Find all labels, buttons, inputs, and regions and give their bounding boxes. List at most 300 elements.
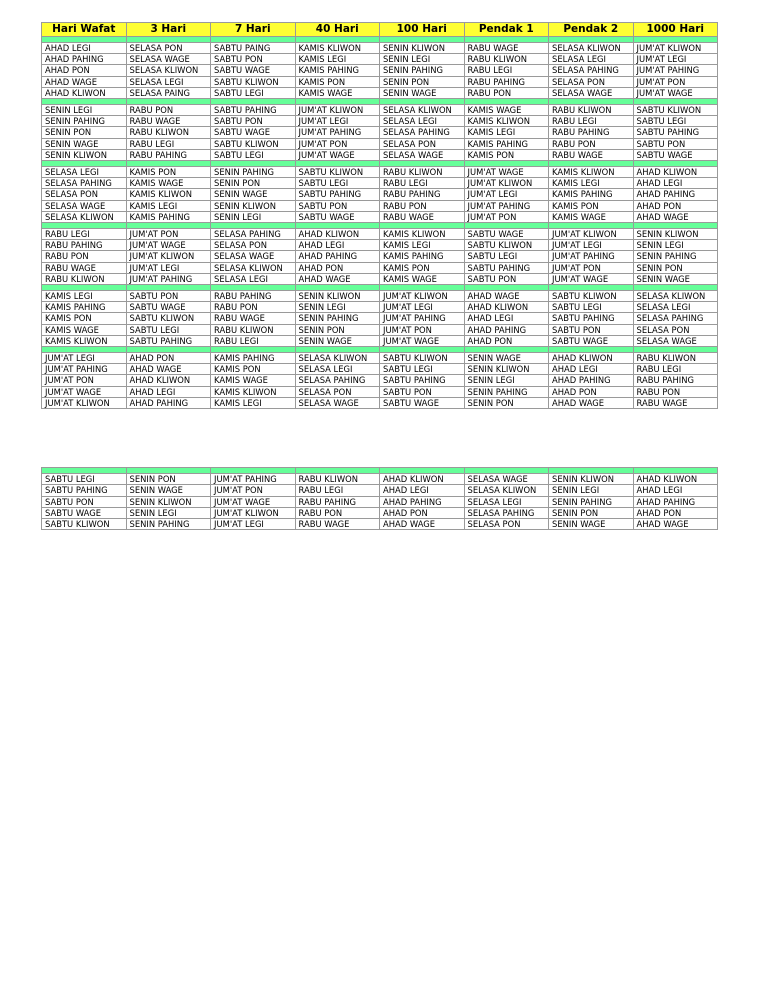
- table-cell[interactable]: AHAD PAHING: [464, 324, 549, 335]
- table-cell[interactable]: RABU PON: [633, 386, 718, 397]
- table-cell[interactable]: AHAD WAGE: [464, 291, 549, 302]
- table-cell[interactable]: SABTU PON: [42, 496, 127, 507]
- table-cell[interactable]: KAMIS WAGE: [464, 105, 549, 116]
- table-cell[interactable]: SENIN PON: [549, 507, 634, 518]
- table-cell[interactable]: KAMIS LEGI: [211, 397, 296, 408]
- table-cell[interactable]: SABTU KLIWON: [295, 167, 380, 178]
- table-cell[interactable]: SENIN PON: [633, 262, 718, 273]
- table-cell[interactable]: JUM'AT PON: [42, 375, 127, 386]
- table-cell[interactable]: KAMIS PON: [295, 76, 380, 87]
- table-cell[interactable]: KAMIS PON: [126, 167, 211, 178]
- table-cell[interactable]: KAMIS PAHING: [380, 251, 465, 262]
- table-cell[interactable]: SABTU WAGE: [295, 211, 380, 222]
- table-cell[interactable]: JUM'AT WAGE: [211, 496, 296, 507]
- table-cell[interactable]: SABTU PAHING: [211, 105, 296, 116]
- table-cell[interactable]: RABU WAGE: [211, 313, 296, 324]
- table-cell[interactable]: KAMIS WAGE: [211, 375, 296, 386]
- table-cell[interactable]: SELASA WAGE: [126, 54, 211, 65]
- table-cell[interactable]: SABTU PON: [295, 200, 380, 211]
- table-cell[interactable]: SENIN LEGI: [42, 105, 127, 116]
- table-cell[interactable]: SELASA PAHING: [380, 127, 465, 138]
- table-cell[interactable]: SELASA PAING: [126, 87, 211, 98]
- table-cell[interactable]: KAMIS WAGE: [380, 273, 465, 284]
- table-cell[interactable]: SELASA KLIWON: [295, 353, 380, 364]
- table-cell[interactable]: SELASA KLIWON: [464, 485, 549, 496]
- table-cell[interactable]: SELASA WAGE: [549, 87, 634, 98]
- table-cell[interactable]: SENIN LEGI: [380, 54, 465, 65]
- table-cell[interactable]: AHAD LEGI: [633, 178, 718, 189]
- table-cell[interactable]: AHAD LEGI: [549, 364, 634, 375]
- table-cell[interactable]: RABU LEGI: [42, 229, 127, 240]
- table-cell[interactable]: SABTU WAGE: [464, 229, 549, 240]
- table-cell[interactable]: SABTU PON: [380, 386, 465, 397]
- table-cell[interactable]: SELASA PAHING: [549, 65, 634, 76]
- table-cell[interactable]: SELASA PON: [42, 189, 127, 200]
- table-cell[interactable]: SELASA PON: [295, 386, 380, 397]
- table-cell[interactable]: SENIN PAHING: [42, 116, 127, 127]
- table-cell[interactable]: SENIN KLIWON: [633, 229, 718, 240]
- table-cell[interactable]: JUM'AT PON: [211, 485, 296, 496]
- table-cell[interactable]: RABU LEGI: [464, 65, 549, 76]
- table-cell[interactable]: SENIN PON: [464, 397, 549, 408]
- table-cell[interactable]: RABU PON: [464, 87, 549, 98]
- table-cell[interactable]: SENIN PON: [42, 127, 127, 138]
- table-cell[interactable]: KAMIS PAHING: [295, 65, 380, 76]
- table-cell[interactable]: SABTU PAHING: [295, 189, 380, 200]
- table-cell[interactable]: SENIN PON: [380, 76, 465, 87]
- header-cell[interactable]: 1000 Hari: [633, 23, 718, 37]
- table-row: [42, 353, 718, 364]
- table-cell[interactable]: RABU KLIWON: [549, 105, 634, 116]
- table-cell[interactable]: KAMIS KLIWON: [126, 189, 211, 200]
- table-cell[interactable]: KAMIS PON: [42, 313, 127, 324]
- table-cell[interactable]: SELASA KLIWON: [633, 291, 718, 302]
- table-cell[interactable]: JUM'AT KLIWON: [380, 291, 465, 302]
- table-cell[interactable]: KAMIS WAGE: [126, 178, 211, 189]
- table-cell[interactable]: KAMIS KLIWON: [42, 335, 127, 346]
- table-cell[interactable]: SABTU KLIWON: [211, 76, 296, 87]
- table-cell[interactable]: SENIN PAHING: [295, 313, 380, 324]
- table-cell[interactable]: SENIN PON: [126, 474, 211, 485]
- table-cell[interactable]: SABTU KLIWON: [380, 353, 465, 364]
- table-cell[interactable]: SABTU WAGE: [633, 149, 718, 160]
- table-cell[interactable]: JUM'AT LEGI: [42, 353, 127, 364]
- table-cell[interactable]: SABTU LEGI: [549, 302, 634, 313]
- table-cell[interactable]: KAMIS PAHING: [126, 211, 211, 222]
- table-cell[interactable]: SABTU KLIWON: [126, 313, 211, 324]
- table-cell[interactable]: SENIN PAHING: [464, 386, 549, 397]
- table-cell[interactable]: RABU PON: [211, 302, 296, 313]
- table-row: [42, 251, 718, 262]
- table-cell[interactable]: KAMIS LEGI: [42, 291, 127, 302]
- table-cell[interactable]: JUM'AT LEGI: [126, 262, 211, 273]
- table-cell[interactable]: SELASA PON: [633, 324, 718, 335]
- spreadsheet: [41, 22, 717, 530]
- table-cell[interactable]: JUM'AT WAGE: [380, 335, 465, 346]
- table-cell[interactable]: AHAD PAHING: [295, 251, 380, 262]
- table-cell[interactable]: AHAD LEGI: [42, 43, 127, 54]
- table-cell[interactable]: RABU KLIWON: [126, 127, 211, 138]
- table-cell[interactable]: AHAD KLIWON: [464, 302, 549, 313]
- table-cell[interactable]: JUM'AT WAGE: [633, 87, 718, 98]
- table-cell[interactable]: SABTU WAGE: [549, 335, 634, 346]
- table-cell[interactable]: KAMIS PON: [380, 262, 465, 273]
- table-cell[interactable]: RABU KLIWON: [380, 167, 465, 178]
- table-cell[interactable]: SENIN KLIWON: [126, 496, 211, 507]
- table-cell[interactable]: KAMIS KLIWON: [211, 386, 296, 397]
- table-cell[interactable]: KAMIS KLIWON: [549, 167, 634, 178]
- table-cell[interactable]: JUM'AT WAGE: [42, 386, 127, 397]
- table-cell[interactable]: SABTU LEGI: [464, 251, 549, 262]
- blank-area: [41, 409, 717, 467]
- table-cell[interactable]: KAMIS LEGI: [126, 200, 211, 211]
- table-cell[interactable]: RABU PAHING: [42, 240, 127, 251]
- table-cell[interactable]: SELASA WAGE: [633, 335, 718, 346]
- table-cell[interactable]: JUM'AT WAGE: [295, 149, 380, 160]
- table-cell[interactable]: SABTU PON: [211, 116, 296, 127]
- table-cell[interactable]: AHAD PAHING: [380, 496, 465, 507]
- table-cell[interactable]: SELASA LEGI: [633, 302, 718, 313]
- table-cell[interactable]: KAMIS PON: [549, 200, 634, 211]
- table-cell[interactable]: JUM'AT LEGI: [633, 54, 718, 65]
- table-cell[interactable]: SENIN KLIWON: [464, 364, 549, 375]
- table-cell[interactable]: JUM'AT LEGI: [211, 518, 296, 529]
- table-cell[interactable]: AHAD PAHING: [633, 189, 718, 200]
- table-cell[interactable]: SENIN LEGI: [464, 375, 549, 386]
- table-cell[interactable]: AHAD KLIWON: [42, 87, 127, 98]
- table-cell[interactable]: SELASA PON: [126, 43, 211, 54]
- table-cell[interactable]: AHAD PON: [549, 386, 634, 397]
- table-cell[interactable]: SELASA PON: [380, 138, 465, 149]
- table-cell[interactable]: KAMIS PON: [211, 364, 296, 375]
- table-cell[interactable]: SABTU LEGI: [295, 178, 380, 189]
- table-cell[interactable]: SENIN LEGI: [211, 211, 296, 222]
- table-cell[interactable]: JUM'AT PAHING: [295, 127, 380, 138]
- table-cell[interactable]: RABU LEGI: [633, 364, 718, 375]
- table-cell[interactable]: JUM'AT PON: [549, 262, 634, 273]
- table-cell[interactable]: RABU LEGI: [295, 485, 380, 496]
- table-cell[interactable]: SABTU PAHING: [464, 262, 549, 273]
- table-cell[interactable]: JUM'AT PAHING: [549, 251, 634, 262]
- table-cell[interactable]: AHAD PON: [380, 507, 465, 518]
- table-cell[interactable]: SENIN WAGE: [126, 485, 211, 496]
- table-cell[interactable]: SABTU PAHING: [549, 313, 634, 324]
- table-cell[interactable]: AHAD KLIWON: [126, 375, 211, 386]
- table-row: [42, 65, 718, 76]
- table-cell[interactable]: JUM'AT WAGE: [126, 240, 211, 251]
- table-cell[interactable]: SABTU PON: [126, 291, 211, 302]
- table-cell[interactable]: AHAD PAHING: [633, 496, 718, 507]
- table-cell[interactable]: KAMIS LEGI: [464, 127, 549, 138]
- table-cell[interactable]: SENIN PAHING: [549, 496, 634, 507]
- table-cell[interactable]: SABTU KLIWON: [464, 240, 549, 251]
- table-cell[interactable]: AHAD WAGE: [549, 397, 634, 408]
- header-cell[interactable]: 3 Hari: [126, 23, 211, 37]
- table-cell[interactable]: SABTU PAING: [211, 43, 296, 54]
- table-cell[interactable]: AHAD WAGE: [633, 518, 718, 529]
- table-cell[interactable]: SENIN LEGI: [295, 302, 380, 313]
- table-cell[interactable]: SENIN PAHING: [126, 518, 211, 529]
- table-cell[interactable]: SELASA PON: [211, 240, 296, 251]
- table-cell[interactable]: JUM'AT PAHING: [126, 273, 211, 284]
- table-cell[interactable]: SENIN LEGI: [549, 485, 634, 496]
- table-cell[interactable]: AHAD PAHING: [126, 397, 211, 408]
- table-cell[interactable]: SELASA PAHING: [295, 375, 380, 386]
- header-cell[interactable]: 40 Hari: [295, 23, 380, 37]
- table-cell[interactable]: SABTU WAGE: [380, 397, 465, 408]
- table-cell[interactable]: SELASA LEGI: [549, 54, 634, 65]
- table-cell[interactable]: RABU WAGE: [126, 116, 211, 127]
- table-cell[interactable]: KAMIS LEGI: [380, 240, 465, 251]
- table-cell[interactable]: SENIN WAGE: [295, 335, 380, 346]
- table-cell[interactable]: SABTU LEGI: [42, 474, 127, 485]
- table-cell[interactable]: RABU PAHING: [295, 496, 380, 507]
- table-row: [42, 262, 718, 273]
- table-cell[interactable]: AHAD WAGE: [380, 518, 465, 529]
- table-cell[interactable]: JUM'AT KLIWON: [464, 178, 549, 189]
- table-cell[interactable]: JUM'AT PON: [380, 324, 465, 335]
- table-cell[interactable]: RABU LEGI: [549, 116, 634, 127]
- table-cell[interactable]: SELASA PAHING: [42, 178, 127, 189]
- table-cell[interactable]: KAMIS PON: [464, 149, 549, 160]
- table-cell[interactable]: AHAD LEGI: [464, 313, 549, 324]
- table-cell[interactable]: SENIN PON: [295, 324, 380, 335]
- table-cell[interactable]: RABU KLIWON: [464, 54, 549, 65]
- table-row: [42, 291, 718, 302]
- table-cell[interactable]: RABU LEGI: [211, 335, 296, 346]
- table-cell[interactable]: JUM'AT KLIWON: [633, 43, 718, 54]
- table-cell[interactable]: RABU PAHING: [549, 127, 634, 138]
- table-cell[interactable]: RABU WAGE: [464, 43, 549, 54]
- table-cell[interactable]: SABTU KLIWON: [42, 518, 127, 529]
- table-cell[interactable]: KAMIS KLIWON: [464, 116, 549, 127]
- table-cell[interactable]: SABTU PAHING: [126, 335, 211, 346]
- table-cell[interactable]: AHAD KLIWON: [295, 229, 380, 240]
- table-cell[interactable]: AHAD PON: [42, 65, 127, 76]
- table-cell[interactable]: AHAD PAHING: [42, 54, 127, 65]
- table-cell[interactable]: SABTU LEGI: [633, 116, 718, 127]
- table-cell[interactable]: RABU PAHING: [126, 149, 211, 160]
- table-cell[interactable]: AHAD KLIWON: [549, 353, 634, 364]
- table-cell[interactable]: KAMIS KLIWON: [295, 43, 380, 54]
- table-cell[interactable]: RABU WAGE: [42, 262, 127, 273]
- table-cell[interactable]: AHAD PON: [633, 507, 718, 518]
- table-cell[interactable]: SELASA KLIWON: [42, 211, 127, 222]
- table-cell[interactable]: KAMIS WAGE: [295, 87, 380, 98]
- table-cell[interactable]: SENIN KLIWON: [211, 200, 296, 211]
- table-cell[interactable]: SELASA KLIWON: [380, 105, 465, 116]
- table-cell[interactable]: JUM'AT KLIWON: [211, 507, 296, 518]
- table-cell[interactable]: JUM'AT LEGI: [380, 302, 465, 313]
- table-cell[interactable]: JUM'AT PON: [464, 211, 549, 222]
- table-cell[interactable]: JUM'AT KLIWON: [42, 397, 127, 408]
- table-cell[interactable]: RABU PAHING: [464, 76, 549, 87]
- table-cell[interactable]: KAMIS WAGE: [42, 324, 127, 335]
- table-cell[interactable]: SELASA PAHING: [633, 313, 718, 324]
- table-cell[interactable]: JUM'AT PAHING: [464, 200, 549, 211]
- header-cell[interactable]: Hari Wafat: [42, 23, 127, 37]
- table-cell[interactable]: SENIN WAGE: [211, 189, 296, 200]
- table-row: [42, 313, 718, 324]
- table-cell[interactable]: SABTU WAGE: [126, 302, 211, 313]
- table-cell[interactable]: JUM'AT KLIWON: [549, 229, 634, 240]
- table-cell[interactable]: SENIN WAGE: [42, 138, 127, 149]
- table-cell[interactable]: RABU KLIWON: [295, 474, 380, 485]
- table-cell[interactable]: AHAD PON: [633, 200, 718, 211]
- table-cell[interactable]: RABU WAGE: [380, 211, 465, 222]
- table-cell[interactable]: JUM'AT LEGI: [549, 240, 634, 251]
- table-cell[interactable]: SELASA LEGI: [42, 167, 127, 178]
- header-cell[interactable]: 100 Hari: [380, 23, 465, 37]
- table-cell[interactable]: SABTU WAGE: [42, 507, 127, 518]
- table-cell[interactable]: SABTU PAHING: [633, 127, 718, 138]
- table-cell[interactable]: SENIN LEGI: [633, 240, 718, 251]
- table-cell[interactable]: JUM'AT PAHING: [633, 65, 718, 76]
- table-cell[interactable]: SABTU PAHING: [380, 375, 465, 386]
- table-cell[interactable]: AHAD WAGE: [42, 76, 127, 87]
- table-cell[interactable]: AHAD PON: [295, 262, 380, 273]
- table-cell[interactable]: SABTU KLIWON: [211, 138, 296, 149]
- table-cell[interactable]: KAMIS PAHING: [549, 189, 634, 200]
- table-cell[interactable]: AHAD LEGI: [380, 485, 465, 496]
- table-cell[interactable]: SENIN WAGE: [464, 353, 549, 364]
- table-cell[interactable]: AHAD LEGI: [126, 386, 211, 397]
- table-cell[interactable]: RABU WAGE: [549, 149, 634, 160]
- table-cell[interactable]: JUM'AT LEGI: [464, 189, 549, 200]
- table-cell[interactable]: RABU KLIWON: [633, 353, 718, 364]
- table-cell[interactable]: JUM'AT PAHING: [42, 364, 127, 375]
- table-cell[interactable]: SENIN WAGE: [380, 87, 465, 98]
- table-cell[interactable]: SABTU LEGI: [211, 149, 296, 160]
- table-cell[interactable]: JUM'AT PON: [633, 76, 718, 87]
- table-cell[interactable]: JUM'AT WAGE: [464, 167, 549, 178]
- table-cell[interactable]: RABU LEGI: [380, 178, 465, 189]
- table-cell[interactable]: SELASA KLIWON: [211, 262, 296, 273]
- table-cell[interactable]: JUM'AT PON: [295, 138, 380, 149]
- table-cell[interactable]: SENIN LEGI: [126, 507, 211, 518]
- table-cell[interactable]: JUM'AT KLIWON: [126, 251, 211, 262]
- table-cell[interactable]: SELASA KLIWON: [126, 65, 211, 76]
- table-cell[interactable]: SENIN KLIWON: [295, 291, 380, 302]
- table-cell[interactable]: SABTU PON: [549, 324, 634, 335]
- table-cell[interactable]: SABTU KLIWON: [549, 291, 634, 302]
- table-cell[interactable]: KAMIS WAGE: [549, 211, 634, 222]
- table-cell[interactable]: JUM'AT PAHING: [380, 313, 465, 324]
- table-cell[interactable]: AHAD PON: [464, 335, 549, 346]
- table-cell[interactable]: SABTU WAGE: [211, 127, 296, 138]
- table-cell[interactable]: SABTU PON: [211, 54, 296, 65]
- table-cell[interactable]: SELASA PON: [549, 76, 634, 87]
- table-cell[interactable]: SABTU PAHING: [42, 485, 127, 496]
- table-cell[interactable]: RABU PON: [380, 200, 465, 211]
- table-cell[interactable]: SELASA LEGI: [464, 496, 549, 507]
- table-cell[interactable]: SABTU LEGI: [380, 364, 465, 375]
- table-cell[interactable]: RABU PON: [126, 105, 211, 116]
- table-row: [42, 324, 718, 335]
- table-cell[interactable]: SELASA PAHING: [211, 229, 296, 240]
- table-cell[interactable]: SENIN PON: [211, 178, 296, 189]
- table-cell[interactable]: SELASA WAGE: [464, 474, 549, 485]
- table-cell[interactable]: SELASA PON: [464, 518, 549, 529]
- table-cell[interactable]: RABU PON: [295, 507, 380, 518]
- table-cell[interactable]: SELASA WAGE: [211, 251, 296, 262]
- table-cell[interactable]: JUM'AT PAHING: [211, 474, 296, 485]
- table-cell[interactable]: AHAD PON: [126, 353, 211, 364]
- header-cell[interactable]: Pendak 2: [549, 23, 634, 37]
- table-cell[interactable]: AHAD KLIWON: [633, 474, 718, 485]
- table-cell[interactable]: SELASA LEGI: [295, 364, 380, 375]
- table-cell[interactable]: RABU LEGI: [126, 138, 211, 149]
- table-cell[interactable]: SELASA WAGE: [295, 397, 380, 408]
- table-cell[interactable]: AHAD WAGE: [295, 273, 380, 284]
- header-cell[interactable]: 7 Hari: [211, 23, 296, 37]
- table-cell[interactable]: SELASA LEGI: [380, 116, 465, 127]
- table-cell[interactable]: AHAD PAHING: [549, 375, 634, 386]
- table-cell[interactable]: RABU WAGE: [295, 518, 380, 529]
- table-cell[interactable]: SELASA WAGE: [380, 149, 465, 160]
- table-cell[interactable]: JUM'AT WAGE: [549, 273, 634, 284]
- table-cell[interactable]: SELASA WAGE: [42, 200, 127, 211]
- table-cell[interactable]: SABTU PON: [633, 138, 718, 149]
- table-cell[interactable]: SELASA PAHING: [464, 507, 549, 518]
- table-cell[interactable]: SELASA KLIWON: [549, 43, 634, 54]
- table-cell[interactable]: SENIN PAHING: [380, 65, 465, 76]
- table-cell[interactable]: SENIN KLIWON: [42, 149, 127, 160]
- table-cell[interactable]: RABU KLIWON: [211, 324, 296, 335]
- header-cell[interactable]: Pendak 1: [464, 23, 549, 37]
- table-cell[interactable]: KAMIS LEGI: [295, 54, 380, 65]
- table-cell[interactable]: SENIN KLIWON: [380, 43, 465, 54]
- table-cell[interactable]: AHAD LEGI: [295, 240, 380, 251]
- table-cell[interactable]: RABU KLIWON: [42, 273, 127, 284]
- table-cell[interactable]: KAMIS PAHING: [211, 353, 296, 364]
- table-cell[interactable]: SABTU LEGI: [126, 324, 211, 335]
- table-cell[interactable]: SENIN PAHING: [633, 251, 718, 262]
- table-cell[interactable]: AHAD WAGE: [126, 364, 211, 375]
- table-cell[interactable]: KAMIS LEGI: [549, 178, 634, 189]
- table-cell[interactable]: KAMIS PAHING: [42, 302, 127, 313]
- table-cell[interactable]: SABTU WAGE: [211, 65, 296, 76]
- table-cell[interactable]: RABU PON: [42, 251, 127, 262]
- table-cell[interactable]: SENIN KLIWON: [549, 474, 634, 485]
- table-cell[interactable]: JUM'AT PON: [126, 229, 211, 240]
- table-row: [42, 43, 718, 54]
- table-cell[interactable]: SABTU PON: [464, 273, 549, 284]
- table-row: [42, 127, 718, 138]
- table-row: [42, 200, 718, 211]
- table-cell[interactable]: AHAD KLIWON: [380, 474, 465, 485]
- table-cell[interactable]: AHAD LEGI: [633, 485, 718, 496]
- table-cell[interactable]: RABU PAHING: [380, 189, 465, 200]
- table-cell[interactable]: SELASA LEGI: [211, 273, 296, 284]
- table-cell[interactable]: SENIN PAHING: [211, 167, 296, 178]
- table-cell[interactable]: KAMIS KLIWON: [380, 229, 465, 240]
- table-cell[interactable]: SELASA LEGI: [126, 76, 211, 87]
- table-cell[interactable]: AHAD WAGE: [633, 211, 718, 222]
- table-cell[interactable]: RABU PON: [549, 138, 634, 149]
- table-cell[interactable]: JUM'AT LEGI: [295, 116, 380, 127]
- table-cell[interactable]: SABTU KLIWON: [633, 105, 718, 116]
- table-cell[interactable]: RABU WAGE: [633, 397, 718, 408]
- table-cell[interactable]: KAMIS PAHING: [464, 138, 549, 149]
- table-cell[interactable]: SENIN WAGE: [549, 518, 634, 529]
- table-cell[interactable]: SABTU LEGI: [211, 87, 296, 98]
- table-cell[interactable]: AHAD KLIWON: [633, 167, 718, 178]
- table-cell[interactable]: RABU PAHING: [633, 375, 718, 386]
- table-cell[interactable]: JUM'AT KLIWON: [295, 105, 380, 116]
- table-cell[interactable]: SENIN WAGE: [633, 273, 718, 284]
- table-cell[interactable]: RABU PAHING: [211, 291, 296, 302]
